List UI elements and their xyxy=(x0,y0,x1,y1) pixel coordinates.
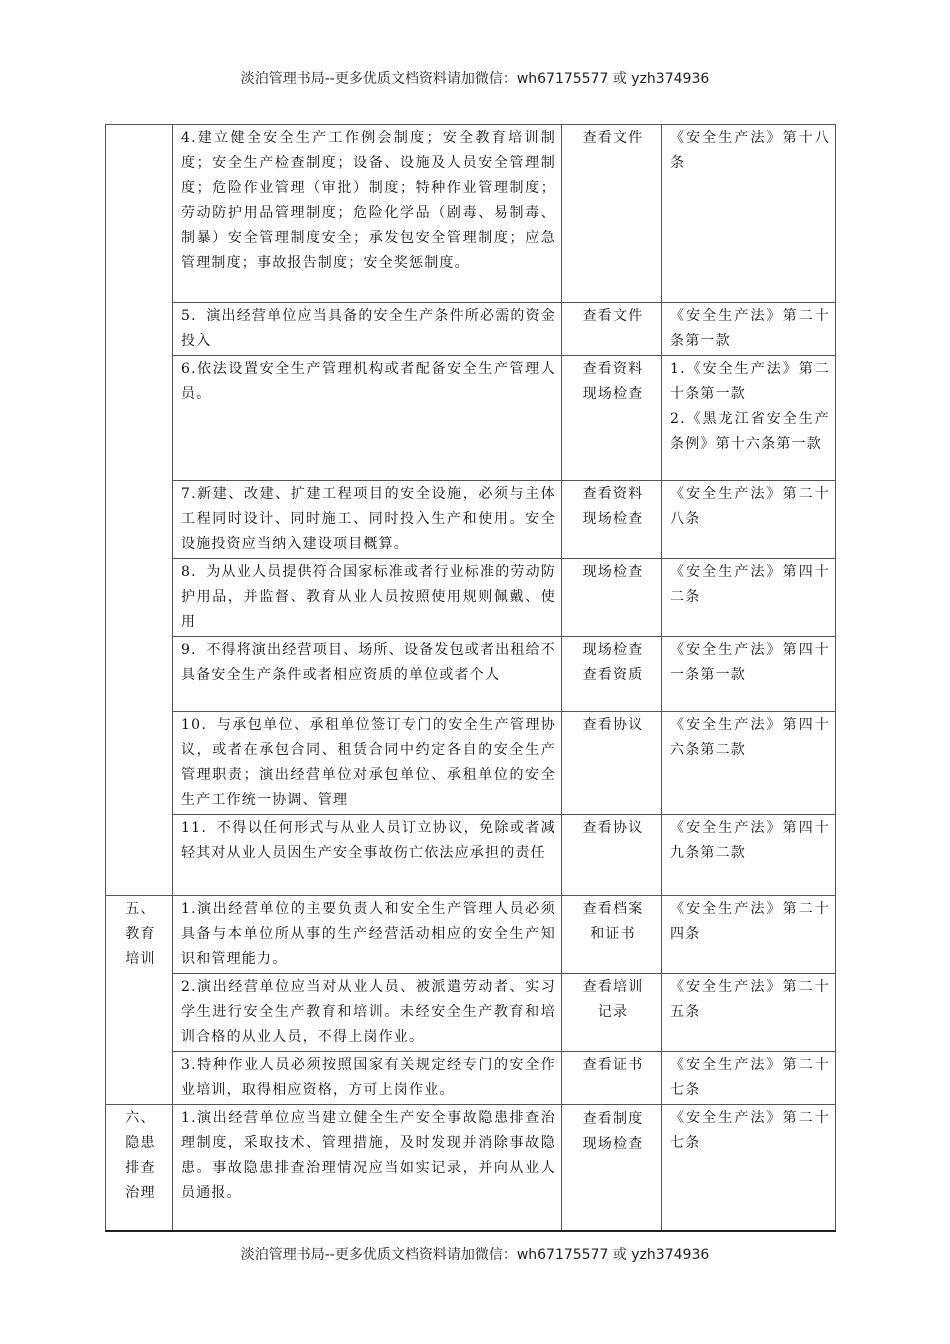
requirement-cell: 5．演出经营单位应当具备的安全生产条件所必需的资金投入 xyxy=(173,303,562,356)
table-row xyxy=(106,481,836,559)
method-cell: 查看文件 xyxy=(562,303,662,356)
category-line: 培训 xyxy=(125,951,156,967)
basis-cell xyxy=(662,356,836,481)
basis-cell: 《安全生产法》第四十九条第二款 xyxy=(662,815,836,896)
requirement-cell: 6.依法设置安全生产管理机构或者配备安全生产管理人员。 xyxy=(173,356,562,481)
table-row xyxy=(106,1052,836,1105)
requirement-cell: 4.建立健全安全生产工作例会制度；安全教育培训制度；安全生产检查制度；设备、设施及人员安全管理制度；危险作业管理（审批）制度；特种作业管理制度；劳动防护用品管理制度；危险化学品（剧毒、易制毒、制暴）安全管理制度安全；承发包安全管理制度；应急管理制度；事故报告制度；安全奖惩制度。 xyxy=(173,125,562,303)
category-line: 教育 xyxy=(125,926,156,942)
method-cell: 查看文件 xyxy=(562,125,662,303)
page-footer: 淡泊管理书局--更多优质文档资料请加微信：wh67175577 或 yzh374936 xyxy=(240,1247,710,1263)
requirement-cell: 3.特种作业人员必须按照国家有关规定经专门的安全作业培训，取得相应资格，方可上岗作业。 xyxy=(173,1052,562,1105)
method-line: 现场检查 xyxy=(582,642,644,658)
table-row xyxy=(106,974,836,1052)
method-line: 查看资料 xyxy=(582,361,644,377)
basis-cell: 《安全生产法》第二十五条 xyxy=(662,974,836,1052)
basis-cell: 《安全生产法》第二十八条 xyxy=(662,481,836,559)
requirement-cell: 2.演出经营单位应当对从业人员、被派遣劳动者、实习学生进行安全生产教育和培训。未经安全生产教育和培训合格的从业人员，不得上岗作业。 xyxy=(173,974,562,1052)
method-cell: 查看协议 xyxy=(562,815,662,896)
method-line: 查看资质 xyxy=(582,667,644,683)
method-line: 查看资料 xyxy=(582,486,644,502)
table-row xyxy=(106,559,836,637)
method-line: 现场检查 xyxy=(582,1136,644,1152)
method-cell xyxy=(562,637,662,712)
requirement-cell: 7.新建、改建、扩建工程项目的安全设施，必须与主体工程同时设计、同时施工、同时投入生产和使用。安全设施投资应当纳入建设项目概算。 xyxy=(173,481,562,559)
basis-line: 1.《安全生产法》第二十条第一款 xyxy=(670,361,830,402)
basis-cell: 《安全生产法》第四十二条 xyxy=(662,559,836,637)
basis-cell: 《安全生产法》第二十四条 xyxy=(662,896,836,974)
category-cell-hazard-investigation xyxy=(106,1105,173,1231)
method-line: 现场检查 xyxy=(582,386,644,402)
category-line: 六、 xyxy=(125,1110,156,1126)
method-cell: 查看证书 xyxy=(562,1052,662,1105)
category-cell-continued xyxy=(106,125,173,896)
method-cell xyxy=(562,896,662,974)
table-row xyxy=(106,356,836,481)
table-row xyxy=(106,125,836,303)
requirement-cell: 8．为从业人员提供符合国家标准或者行业标准的劳动防护用品，并监督、教育从业人员按照使用规则佩戴、使用 xyxy=(173,559,562,637)
requirement-cell: 1.演出经营单位应当建立健全生产安全事故隐患排查治理制度，采取技术、管理措施，及时发现并消除事故隐患。事故隐患排查治理情况应当如实记录，并向从业人员通报。 xyxy=(173,1105,562,1231)
method-cell: 查看协议 xyxy=(562,712,662,815)
method-line: 记录 xyxy=(597,1004,629,1020)
basis-line: 2.《黑龙江省安全生产条例》第十六条第一款 xyxy=(670,411,830,452)
method-line: 查看制度 xyxy=(582,1111,644,1127)
basis-cell: 《安全生产法》第四十一条第一款 xyxy=(662,637,836,712)
method-line: 现场检查 xyxy=(582,511,644,527)
page-header: 淡泊管理书局--更多优质文档资料请加微信：wh67175577 或 yzh374936 xyxy=(240,71,710,87)
basis-cell: 《安全生产法》第二十条第一款 xyxy=(662,303,836,356)
basis-cell: 《安全生产法》第四十六条第二款 xyxy=(662,712,836,815)
basis-cell: 《安全生产法》第二十七条 xyxy=(662,1052,836,1105)
method-cell: 现场检查 xyxy=(562,559,662,637)
requirement-cell: 1.演出经营单位的主要负责人和安全生产管理人员必须具备与本单位所从事的生产经营活动相应的安全生产知识和管理能力。 xyxy=(173,896,562,974)
method-line: 和证书 xyxy=(590,926,636,942)
table-row xyxy=(106,815,836,896)
basis-cell: 《安全生产法》第十八条 xyxy=(662,125,836,303)
basis-cell: 《安全生产法》第二十七条 xyxy=(662,1105,836,1231)
table-row xyxy=(106,712,836,815)
requirement-cell: 10．与承包单位、承租单位签订专门的安全生产管理协议，或者在承包合同、租赁合同中约定各自的安全生产管理职责；演出经营单位对承包单位、承租单位的安全生产工作统一协调、管理 xyxy=(173,712,562,815)
table-row xyxy=(106,637,836,712)
category-line: 治理 xyxy=(125,1185,156,1201)
method-cell xyxy=(562,481,662,559)
category-cell-education-training xyxy=(106,896,173,1105)
category-line: 五、 xyxy=(125,901,156,917)
requirement-cell: 9．不得将演出经营项目、场所、设备发包或者出租给不具备安全生产条件或者相应资质的单位或者个人 xyxy=(173,637,562,712)
method-line: 查看培训 xyxy=(582,979,644,995)
requirement-cell: 11．不得以任何形式与从业人员订立协议，免除或者减轻其对从业人员因生产安全事故伤亡依法应承担的责任 xyxy=(173,815,562,896)
category-line: 隐患 xyxy=(125,1135,156,1151)
table-row xyxy=(106,303,836,356)
method-cell xyxy=(562,356,662,481)
method-cell xyxy=(562,1105,662,1231)
safety-checklist-table xyxy=(105,124,836,1232)
table-row xyxy=(106,896,836,974)
category-line: 排查 xyxy=(125,1160,156,1176)
method-cell xyxy=(562,974,662,1052)
table-row xyxy=(106,1105,836,1231)
method-line: 查看档案 xyxy=(582,901,644,917)
